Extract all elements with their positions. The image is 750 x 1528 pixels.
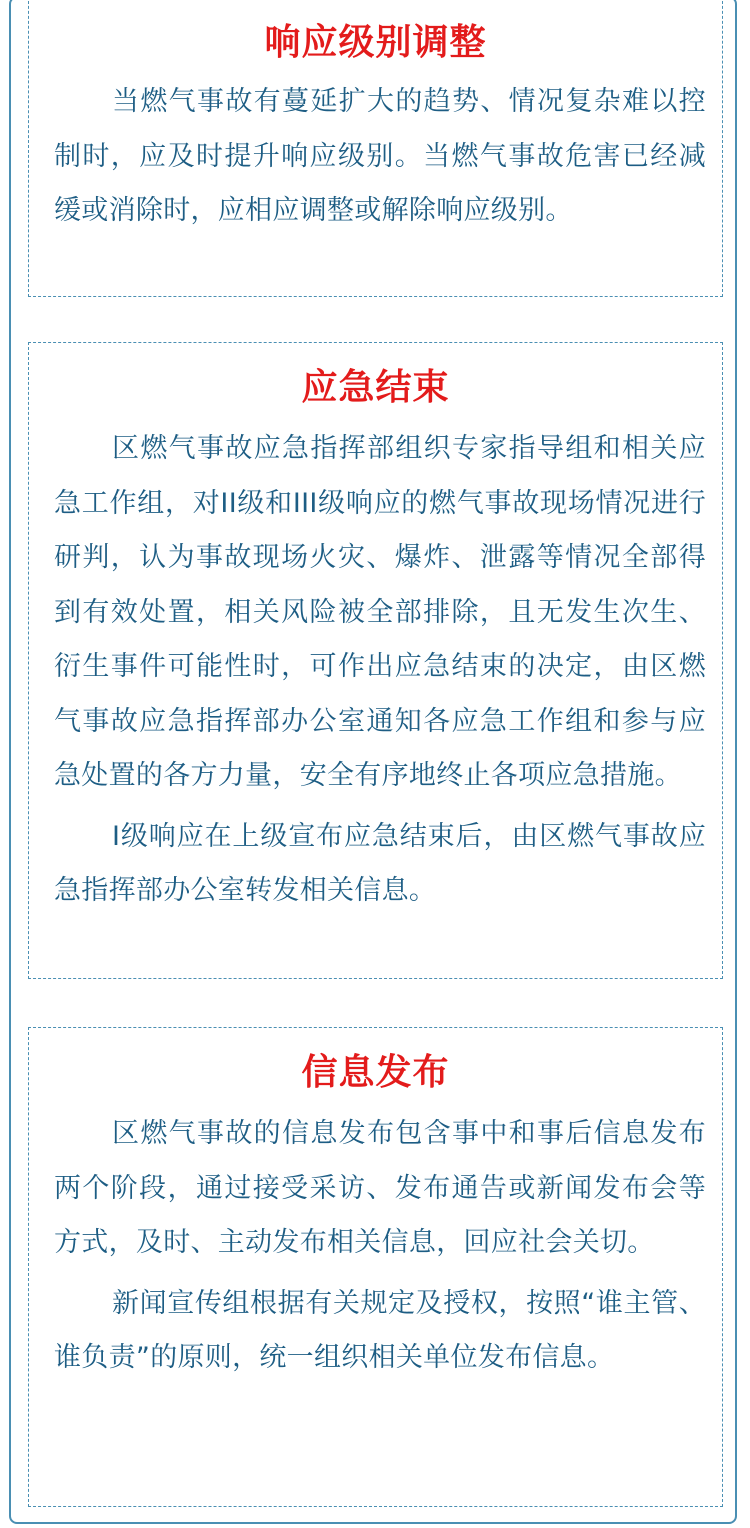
paragraph: 当燃气事故有蔓延扩大的趋势、情况复杂难以控制时，应及时提升响应级别。当燃气事故危害已经减缓或消除时，应相应调整或解除响应级别。 [54,86,706,226]
section-body [54,422,706,919]
section-title: 应急结束 [301,367,450,408]
section-emergency-end [28,342,723,979]
section-body [54,75,706,239]
paragraph: 区燃气事故应急指挥部组织专家指导组和相关应急工作组，对II级和III级响应的燃气事故现场情况进行研判，认为事故现场火灾、爆炸、泄露等情况全部得到有效处置，相关风险被全部排除，且无发生次生、衍生事件可能性时，可作出应急结束的决定，由区燃气事故应急指挥部办公室通知各应急工作组和参与应急处置的各方力量，安全有序地终止各项应急措施。 [54,433,706,791]
paragraph: 区燃气事故的信息发布包含事中和事后信息发布两个阶段，通过接受采访、发布通告或新闻发布会等方式，及时、主动发布相关信息，回应社会关切。 [54,1118,706,1258]
paragraph: I级响应在上级宣布应急结束后，由区燃气事故应急指挥部办公室转发相关信息。 [54,820,706,906]
paragraph: 新闻宣传组根据有关规定及授权，按照“谁主管、谁负责”的原则，统一组织相关单位发布信息。 [54,1287,706,1373]
section-title: 信息发布 [301,1052,450,1093]
section-response-level-adjustment [28,0,723,297]
section-information-release [28,1027,723,1507]
section-body [54,1107,706,1386]
section-title: 响应级别调整 [264,22,487,63]
